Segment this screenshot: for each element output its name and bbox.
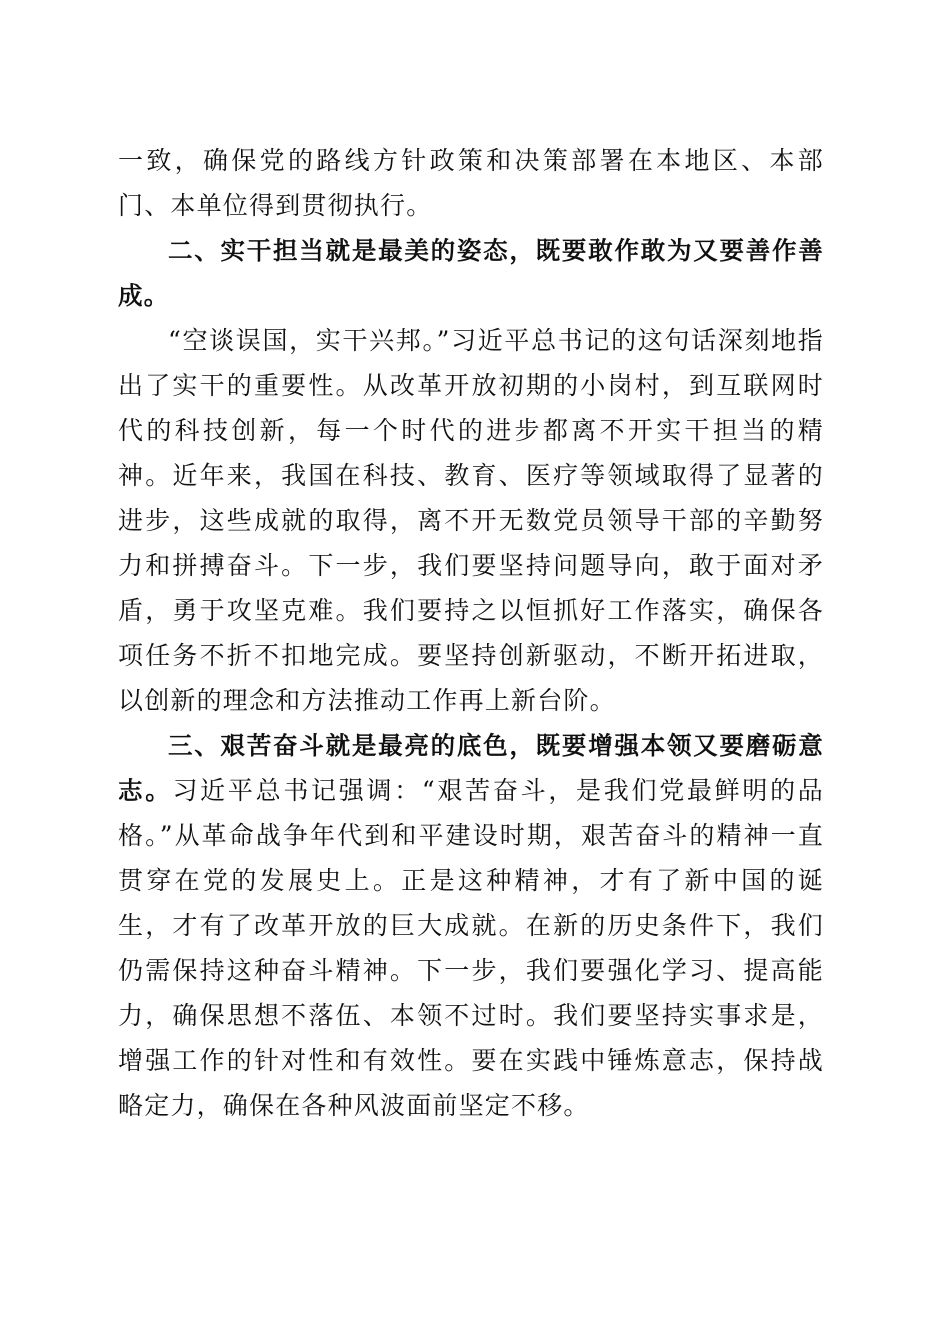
paragraph-continuation: 一致，确保党的路线方针政策和决策部署在本地区、本部门、本单位得到贯彻执行。 [118,146,824,220]
section-heading-3: 三、艰苦奋斗就是最亮的底色，既要增强本领又要磨砺意志。 [118,731,824,805]
paragraph-section-3 [118,723,824,1128]
paragraph-section-3-body: 习近平总书记强调：“艰苦奋斗，是我们党最鲜明的品格。”从革命战争年代到和平建设时期，艰苦奋斗的精神一直贯穿在党的发展史上。正是这种精神，才有了新中国的诞生，才有了改革开放的巨大成就。在新的历史条件下，我们仍需保持这种奋斗精神。下一步，我们要强化学习、提高能力，确保思想不落伍、本领不过时。我们要坚持实事求是，增强工作的针对性和有效性。要在实践中锤炼意志，保持战略定力，确保在各种风波面前坚定不移。 [118,776,824,1120]
section-heading-2: 二、实干担当就是最美的姿态，既要敢作敢为又要善作善成。 [118,236,824,310]
paragraph-section-2: “空谈误国，实干兴邦。”习近平总书记的这句话深刻地指出了实干的重要性。从改革开放初期的小岗村，到互联网时代的科技创新，每一个时代的进步都离不开实干担当的精神。近年来，我国在科技、教育、医疗等领域取得了显著的进步，这些成就的取得，离不开无数党员领导干部的辛勤努力和拼搏奋斗。下一步，我们要坚持问题导向，敢于面对矛盾，勇于攻坚克难。我们要持之以恒抓好工作落实，确保各项任务不折不扣地完成。要坚持创新驱动，不断开拓进取，以创新的理念和方法推动工作再上新台阶。 [118,326,824,715]
document-page [118,138,824,1128]
